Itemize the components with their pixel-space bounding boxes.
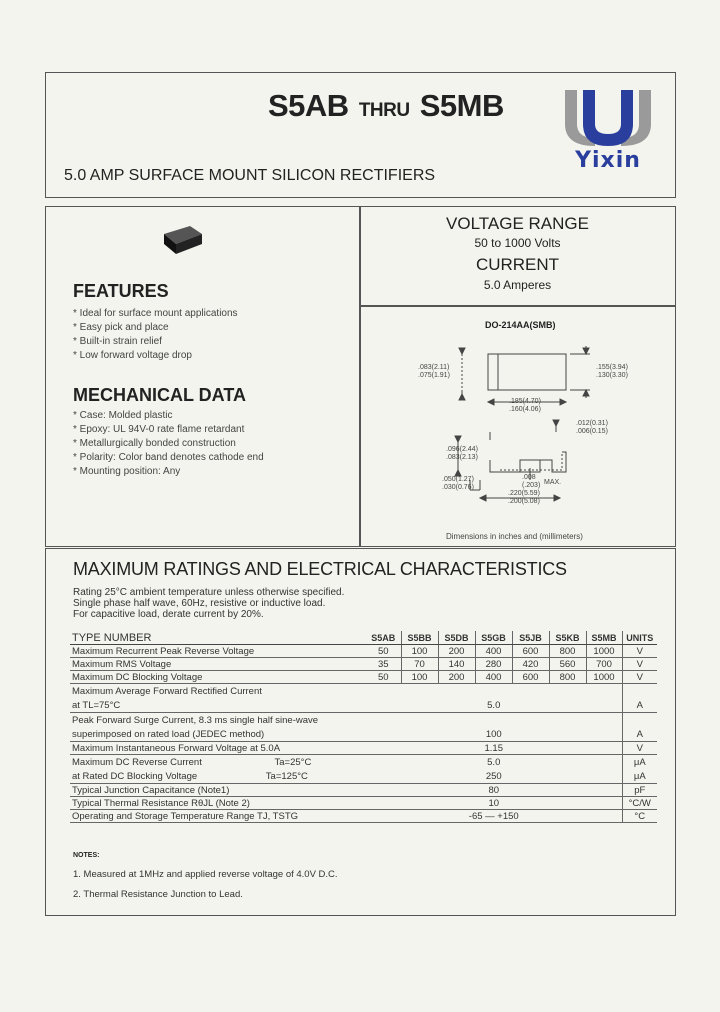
dim-value: .096(2.44) bbox=[446, 446, 478, 453]
table-row bbox=[70, 727, 657, 742]
cell-value: 50 bbox=[366, 645, 401, 658]
table-row bbox=[70, 684, 657, 699]
units-header: UNITS bbox=[622, 631, 657, 645]
row-label: Maximum RMS Voltage bbox=[70, 658, 366, 671]
cell-value: 70 bbox=[401, 658, 438, 671]
note-item: 1. Measured at 1MHz and applied reverse voltage of 4.0V D.C. bbox=[73, 869, 338, 880]
cell-value: 400 bbox=[475, 645, 512, 658]
dim-value: .012(0.31) bbox=[576, 420, 608, 427]
dim-width bbox=[509, 398, 541, 414]
cell-unit: A bbox=[622, 727, 657, 742]
yixin-logo bbox=[553, 84, 663, 179]
list-item: * Ideal for surface mount applications bbox=[73, 308, 238, 319]
column-header: S5AB bbox=[366, 631, 401, 645]
cell-value: 100 bbox=[401, 671, 438, 684]
cell-unit: V bbox=[622, 742, 657, 755]
row-label: Operating and Storage Temperature Range TJ, TSTG bbox=[70, 810, 366, 823]
dim-height-right bbox=[596, 364, 628, 380]
dim-value: .006(0.15) bbox=[576, 428, 608, 435]
table-row bbox=[70, 658, 657, 671]
table-row bbox=[70, 713, 657, 728]
cell-value: 600 bbox=[512, 645, 549, 658]
row-label: Maximum Instantaneous Forward Voltage at 5.0A bbox=[70, 742, 366, 755]
column-header: S5MB bbox=[586, 631, 622, 645]
dim-value: .083(2.11) bbox=[418, 364, 450, 371]
table-row bbox=[70, 698, 657, 713]
cell-value: 10 bbox=[366, 797, 622, 810]
dim-value: .200(5.08) bbox=[508, 498, 540, 505]
column-header: S5DB bbox=[438, 631, 475, 645]
cell-unit: A bbox=[622, 698, 657, 713]
voltage-range-value: 50 to 1000 Volts bbox=[474, 236, 561, 250]
dim-body-height bbox=[446, 446, 478, 462]
cell-value: 280 bbox=[475, 658, 512, 671]
list-item: * Epoxy: UL 94V-0 rate flame retardant bbox=[73, 424, 245, 435]
table-row bbox=[70, 797, 657, 810]
cell-value: 100 bbox=[366, 727, 622, 742]
row-label: Peak Forward Surge Current, 8.3 ms single half sine-wave bbox=[72, 714, 319, 726]
subtitle: 5.0 AMP SURFACE MOUNT SILICON RECTIFIERS bbox=[64, 167, 436, 184]
features-title: FEATURES bbox=[73, 281, 169, 301]
cell-value: 200 bbox=[438, 671, 475, 684]
table-row bbox=[70, 784, 657, 797]
cell-value: 800 bbox=[549, 645, 586, 658]
cell-value: 1.15 bbox=[366, 742, 622, 755]
diode-package-icon bbox=[160, 222, 204, 256]
row-label: Maximum Recurrent Peak Reverse Voltage bbox=[70, 645, 366, 658]
cell-value: 100 bbox=[401, 645, 438, 658]
thru-label: THRU bbox=[358, 100, 410, 121]
cell-value: 35 bbox=[366, 658, 401, 671]
cell-unit bbox=[622, 684, 657, 699]
type-number-header: TYPE NUMBER bbox=[70, 631, 366, 645]
divider-horizontal bbox=[359, 305, 676, 307]
row-condition: Ta=125°C bbox=[265, 770, 308, 782]
row-label-text: Maximum DC Reverse Current bbox=[72, 756, 202, 768]
cell-value: 80 bbox=[366, 784, 622, 797]
list-item: * Low forward voltage drop bbox=[73, 350, 192, 361]
table-row bbox=[70, 645, 657, 658]
cell-value: 250 bbox=[366, 769, 622, 784]
row-label: at TL=75°C bbox=[70, 698, 366, 713]
cell-value: 5.0 bbox=[366, 698, 622, 713]
dim-value: .185(4.70) bbox=[509, 398, 541, 405]
dim-overall-length bbox=[508, 490, 540, 506]
row-condition: Ta=25°C bbox=[274, 756, 312, 768]
list-item: * Easy pick and place bbox=[73, 322, 169, 333]
row-label-text: at Rated DC Blocking Voltage bbox=[72, 770, 198, 782]
part-start: S5AB bbox=[268, 88, 349, 123]
column-header: S5BB bbox=[401, 631, 438, 645]
cell-unit: V bbox=[622, 671, 657, 684]
table-row bbox=[70, 742, 657, 755]
cell-unit: μA bbox=[622, 755, 657, 770]
cell-value: 560 bbox=[549, 658, 586, 671]
dimension-note: Dimensions in inches and (millimeters) bbox=[446, 532, 583, 541]
logo-u-icon bbox=[553, 84, 663, 150]
cell-value: 700 bbox=[586, 658, 622, 671]
current-value: 5.0 Amperes bbox=[483, 278, 552, 292]
features-list bbox=[73, 307, 238, 363]
cell-value: 5.0 bbox=[487, 756, 501, 768]
note-item: 2. Thermal Resistance Junction to Lead. bbox=[73, 889, 243, 900]
cell-value: 1000 bbox=[586, 671, 622, 684]
cell-value: 1000 bbox=[586, 645, 622, 658]
cell-unit: pF bbox=[622, 784, 657, 797]
cell-unit: °C bbox=[622, 810, 657, 823]
row-label: Maximum Average Forward Rectified Current bbox=[72, 685, 262, 697]
cell-value: 600 bbox=[512, 671, 549, 684]
dim-value: .075(1.91) bbox=[418, 372, 450, 379]
cell-unit: V bbox=[622, 645, 657, 658]
condition-line: Rating 25°C ambient temperature unless otherwise specified. bbox=[73, 587, 345, 598]
row-label bbox=[70, 755, 366, 770]
condition-line: Single phase half wave, 60Hz, resistive or inductive load. bbox=[73, 598, 326, 609]
cell-value: -65 — +150 bbox=[366, 810, 622, 823]
row-label: Typical Thermal Resistance RθJL (Note 2) bbox=[70, 797, 366, 810]
package-name: DO-214AA(SMB) bbox=[485, 320, 556, 330]
dim-value: .220(5.59) bbox=[508, 490, 540, 497]
current-title: CURRENT bbox=[475, 255, 560, 274]
characteristics-title: MAXIMUM RATINGS AND ELECTRICAL CHARACTERISTICS bbox=[73, 559, 567, 579]
rating-conditions bbox=[73, 587, 344, 620]
dim-height-left bbox=[418, 364, 450, 380]
table-header-row bbox=[70, 631, 657, 645]
cell-value: 200 bbox=[438, 645, 475, 658]
cell-value: 800 bbox=[549, 671, 586, 684]
dim-value: .130(3.30) bbox=[596, 372, 628, 379]
logo-text: Yixin bbox=[575, 148, 641, 173]
cell-value: 420 bbox=[512, 658, 549, 671]
list-item: * Metallurgically bonded construction bbox=[73, 438, 236, 449]
ratings-table bbox=[70, 631, 657, 823]
cell-unit: V bbox=[622, 658, 657, 671]
condition-line: For capacitive load, derate current by 20%. bbox=[73, 609, 264, 620]
dim-value: .083(2.13) bbox=[446, 454, 478, 461]
table-row bbox=[70, 769, 657, 784]
dim-standoff bbox=[522, 474, 540, 490]
dim-value: .050(1.27) bbox=[442, 476, 474, 483]
cell-unit: μA bbox=[622, 769, 657, 784]
row-label bbox=[70, 769, 366, 784]
row-label: Maximum DC Blocking Voltage bbox=[70, 671, 366, 684]
cell-value: 50 bbox=[366, 671, 401, 684]
list-item: * Case: Molded plastic bbox=[73, 410, 173, 421]
row-label: superimposed on rated load (JEDEC method) bbox=[70, 727, 366, 742]
mechanical-list bbox=[73, 409, 264, 479]
column-header: S5GB bbox=[475, 631, 512, 645]
column-header: S5KB bbox=[549, 631, 586, 645]
voltage-range-title: VOLTAGE RANGE bbox=[446, 214, 589, 233]
dim-value: .160(4.06) bbox=[509, 406, 541, 413]
dim-value: .155(3.94) bbox=[596, 364, 628, 371]
table-row bbox=[70, 671, 657, 684]
list-item: * Mounting position: Any bbox=[73, 466, 181, 477]
row-label: Typical Junction Capacitance (Note1) bbox=[70, 784, 366, 797]
cell-value: 140 bbox=[438, 658, 475, 671]
table-row bbox=[70, 810, 657, 823]
dim-lead-thickness bbox=[576, 420, 608, 436]
dim-standoff-max: MAX. bbox=[544, 479, 562, 486]
cell-unit bbox=[622, 713, 657, 728]
part-title bbox=[268, 88, 504, 124]
list-item: * Built-in strain relief bbox=[73, 336, 162, 347]
column-header: S5JB bbox=[512, 631, 549, 645]
dim-lead-length bbox=[442, 476, 474, 492]
notes-title: NOTES: bbox=[73, 852, 100, 859]
table-row bbox=[70, 755, 657, 770]
part-end: S5MB bbox=[419, 88, 504, 123]
dim-value: (.203) bbox=[522, 482, 541, 489]
dim-value: .030(0.76) bbox=[442, 484, 474, 491]
mechanical-title: MECHANICAL DATA bbox=[73, 385, 246, 405]
dim-value: .008 bbox=[522, 474, 536, 481]
cell-unit: °C/W bbox=[622, 797, 657, 810]
cell-value: 400 bbox=[475, 671, 512, 684]
list-item: * Polarity: Color band denotes cathode end bbox=[73, 452, 264, 463]
